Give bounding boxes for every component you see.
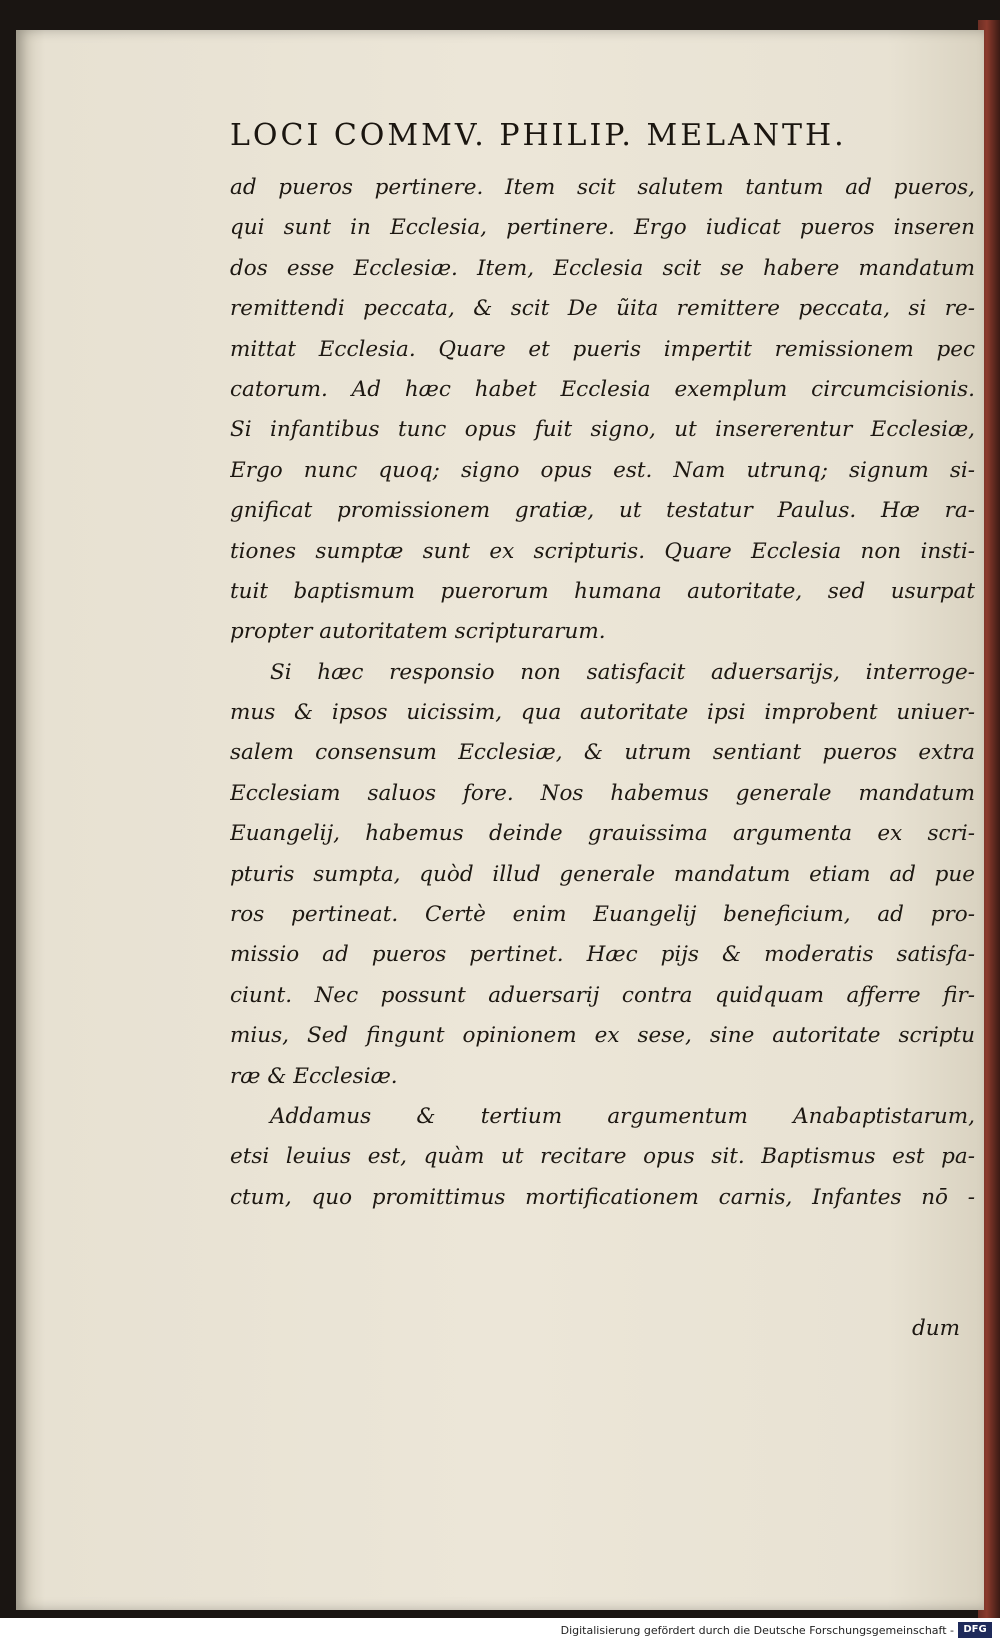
text-line: pturis sumpta, quòd illud generale mandatum etiam ad pue	[230, 861, 975, 887]
text-line: ræ & Ecclesiæ.	[230, 1063, 398, 1089]
text-line: mius, Sed fingunt opinionem ex sese, sine autoritate scriptu	[230, 1023, 975, 1049]
dfg-logo[interactable]: DFG	[958, 1622, 992, 1638]
text-line: propter autoritatem scripturarum.	[230, 619, 606, 645]
text-line: tuit baptismum puerorum humana autoritate, sed usurpat	[230, 578, 975, 604]
text-line: Ergo nunc quoq; signo opus est. Nam utrunq; signum si-	[230, 457, 975, 483]
text-line: remittendi peccata, & scit De ũita remittere peccata, si re-	[230, 296, 975, 322]
text-line: ad pueros pertinere. Item scit salutem tantum ad pueros,	[230, 175, 975, 200]
footer-credit: Digitalisierung gefördert durch die Deutsche Forschungsgemeinschaft -	[560, 1624, 954, 1637]
text-line: Euangelij, habemus deinde grauissima argumenta ex scri-	[230, 821, 975, 847]
text-line: etsi leuius est, quàm ut recitare opus sit. Baptismus est pa-	[230, 1144, 975, 1170]
text-line: ctum, quo promittimus mortificationem carnis, Infantes nō -	[230, 1184, 975, 1210]
text-line: Ecclesiam saluos fore. Nos habemus generale mandatum	[230, 780, 975, 806]
text-line: qui sunt in Ecclesia, pertinere. Ergo iudicat pueros inseren	[230, 215, 975, 241]
footer-bar	[0, 1618, 1000, 1646]
text-line: missio ad pueros pertinet. Hæc pijs & moderatis satisfa-	[230, 942, 975, 968]
text-line: tiones sumptæ sunt ex scripturis. Quare Ecclesia non insti-	[230, 538, 975, 564]
catchword: dum	[912, 1316, 960, 1341]
text-line: Si infantibus tunc opus fuit signo, ut insererentur Ecclesiæ,	[230, 417, 975, 443]
running-header: LOCI COMMV. PHILIP. MELANTH.	[230, 118, 847, 153]
text-line: catorum. Ad hæc habet Ecclesia exemplum circumcisionis.	[230, 376, 975, 402]
text-line: Addamus & tertium argumentum Anabaptistarum,	[270, 1103, 975, 1129]
text-line: ciunt. Nec possunt aduersarij contra quidquam afferre fir-	[230, 982, 975, 1008]
text-line: Si hæc responsio non satisfacit aduersarijs, interroge-	[270, 659, 975, 685]
text-line: salem consensum Ecclesiæ, & utrum sentiant pueros extra	[230, 740, 975, 766]
text-line: mittat Ecclesia. Quare et pueris impertit remissionem pec	[230, 336, 975, 362]
body-text	[230, 168, 975, 1218]
text-line: mus & ipsos uicissim, qua autoritate ipsi improbent uniuer-	[230, 700, 975, 726]
text-line: gnificat promissionem gratiæ, ut testatur Paulus. Hæ ra-	[230, 498, 975, 524]
text-line: dos esse Ecclesiæ. Item, Ecclesia scit se habere mandatum	[230, 255, 975, 281]
text-line: ros pertineat. Certè enim Euangelij beneficium, ad pro-	[230, 902, 975, 928]
